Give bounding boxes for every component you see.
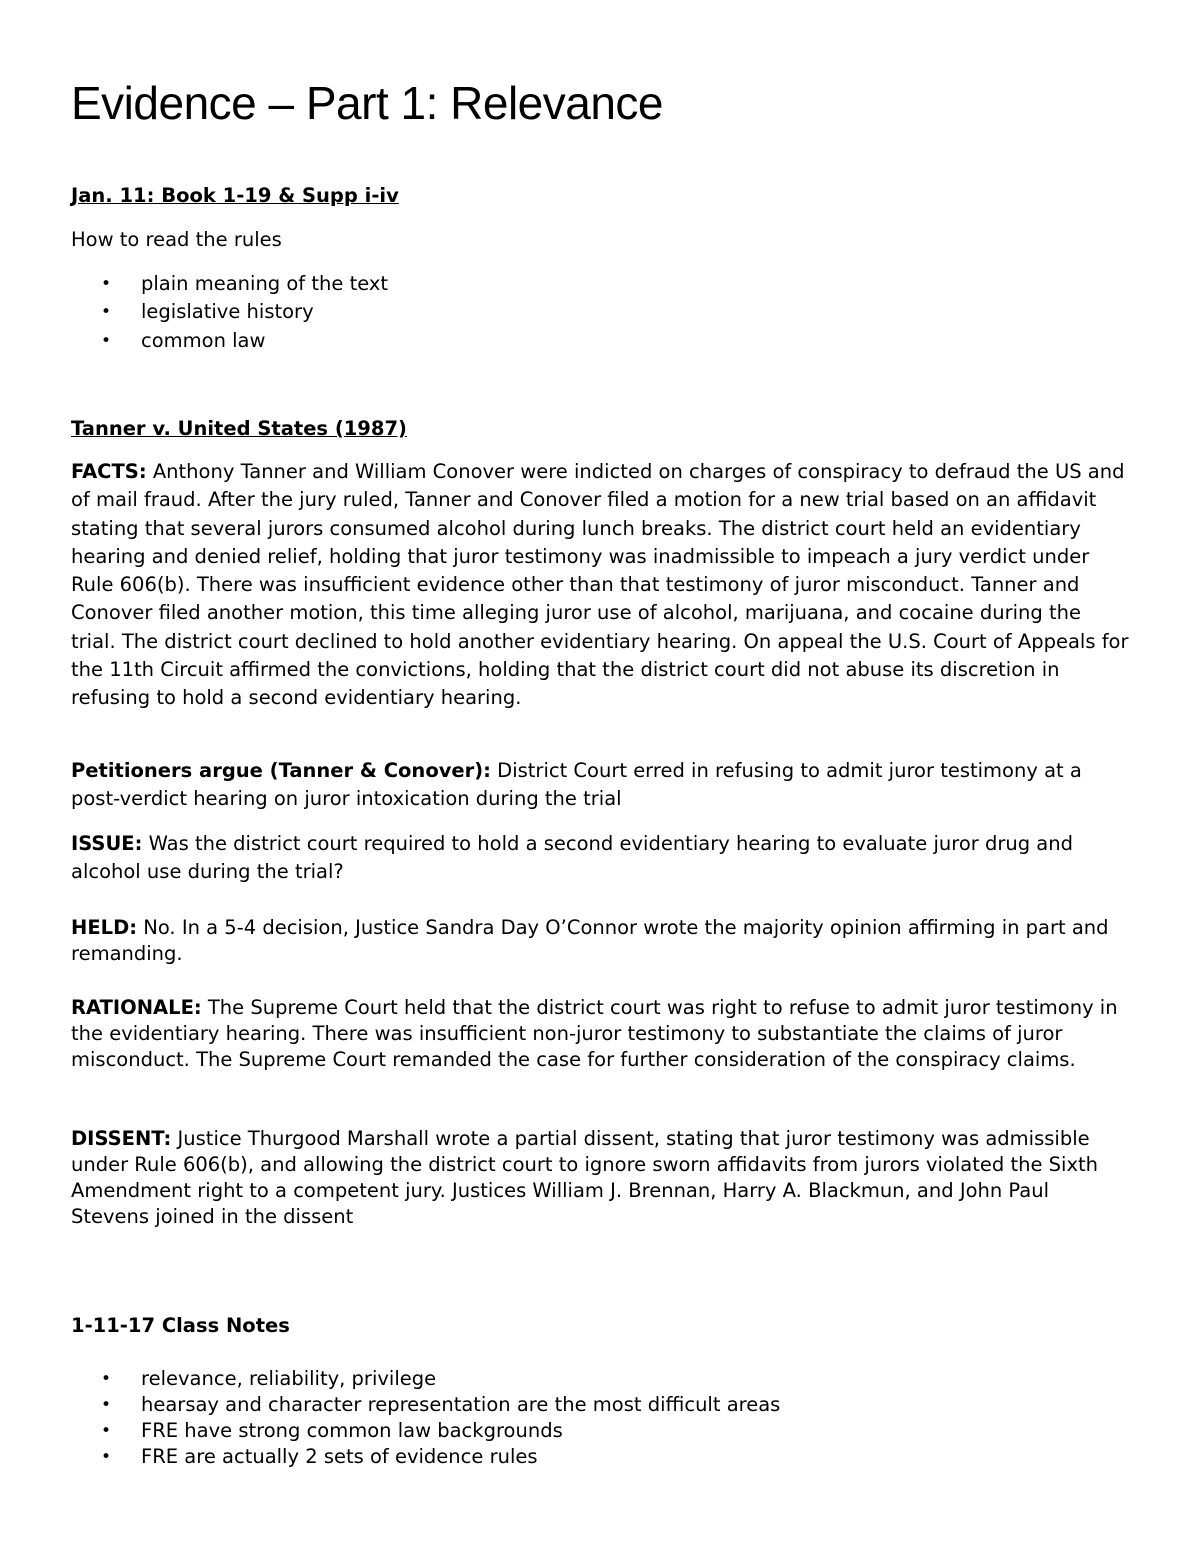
bullet-icon: •: [101, 1369, 112, 1389]
how-to-read-text: How to read the rules: [71, 228, 282, 251]
petitioners-text: District Court erred in refusing to admit juror testimony at a post-verdict hearing on juror intoxication during the trial: [71, 759, 1082, 811]
dissent-text: Justice Thurgood Marshall wrote a partial dissent, stating that juror testimony was admissible under Rule 606(b), and allowing the district court to ignore sworn affidavits from jurors violated the Sixth Amendment right to a competent jury. Justices William J. Brennan, Harry A. Blackmun, and John Paul Stevens joined in the dissent: [71, 1127, 1099, 1228]
case-heading: Tanner v. United States (1987): [71, 417, 407, 440]
dissent-paragraph: [71, 1126, 1131, 1230]
bullet-icon: •: [101, 302, 112, 323]
dissent-label: DISSENT:: [71, 1127, 172, 1150]
held-paragraph: [71, 915, 1131, 967]
bullet-icon: •: [101, 1395, 112, 1415]
class-notes-list: [71, 1366, 1131, 1470]
bullet-icon: •: [101, 1447, 112, 1467]
rationale-paragraph: [71, 995, 1131, 1073]
petitioners-paragraph: [71, 757, 1131, 814]
issue-paragraph: [71, 830, 1131, 887]
held-label: HELD:: [71, 916, 138, 939]
rationale-text: The Supreme Court held that the district court was right to refuse to admit juror testimony in the evidentiary hearing. There was insufficient non-juror testimony to substantiate the claims of juror misconduct. The Supreme Court remanded the case for further consideration of the conspiracy claims.: [71, 996, 1118, 1071]
list-item: • FRE have strong common law backgrounds: [101, 1419, 563, 1442]
list-item: • legislative history: [71, 298, 1131, 326]
list-item: • common law: [71, 327, 1131, 355]
facts-text: Anthony Tanner and William Conover were indicted on charges of conspiracy to defraud the US and of mail fraud. After the jury ruled, Tanner and Conover filed a motion for a new trial based on an affidavit stating that several jurors consumed alcohol during lunch breaks. The district court held an evidentiary hearing and denied relief, holding that juror testimony was inadmissible to impeach a jury verdict under Rule 606(b). There was insufficient evidence other than that testimony of juror misconduct. Tanner and Conover filed another motion, this time alleging juror use of alcohol, marijuana, and cocaine during the trial. The district court declined to hold another evidentiary hearing. On appeal the U.S. Court of Appeals for the 11th Circuit affirmed the convictions, holding that the district court did not abuse its discretion in refusing to hold a second evidentiary hearing.: [71, 460, 1129, 710]
bullet-icon: •: [101, 330, 112, 351]
held-text: No. In a 5-4 decision, Justice Sandra Day O’Connor wrote the majority opinion affirming in part and remanding.: [71, 916, 1109, 965]
list-item: • relevance, reliability, privilege: [101, 1367, 437, 1390]
petitioners-label: Petitioners argue (Tanner & Conover):: [71, 759, 491, 782]
class-notes-heading: 1-11-17 Class Notes: [71, 1314, 290, 1337]
facts-paragraph: [71, 458, 1131, 713]
how-to-read-list: [71, 270, 1131, 355]
facts-label: FACTS:: [71, 460, 147, 483]
reading-assignment-heading: Jan. 11: Book 1-19 & Supp i-iv: [71, 184, 399, 207]
issue-text: Was the district court required to hold a second evidentiary hearing to evaluate juror drug and alcohol use during the trial?: [71, 832, 1073, 884]
issue-label: ISSUE:: [71, 832, 143, 855]
document-title: Evidence – Part 1: Relevance: [71, 77, 664, 129]
list-item: • plain meaning of the text: [71, 270, 1131, 298]
bullet-icon: •: [101, 1421, 112, 1441]
rationale-label: RATIONALE:: [71, 996, 202, 1019]
bullet-icon: •: [101, 274, 112, 294]
list-item: • FRE are actually 2 sets of evidence rules: [101, 1445, 538, 1468]
list-item: • hearsay and character representation are the most difficult areas: [101, 1393, 781, 1416]
